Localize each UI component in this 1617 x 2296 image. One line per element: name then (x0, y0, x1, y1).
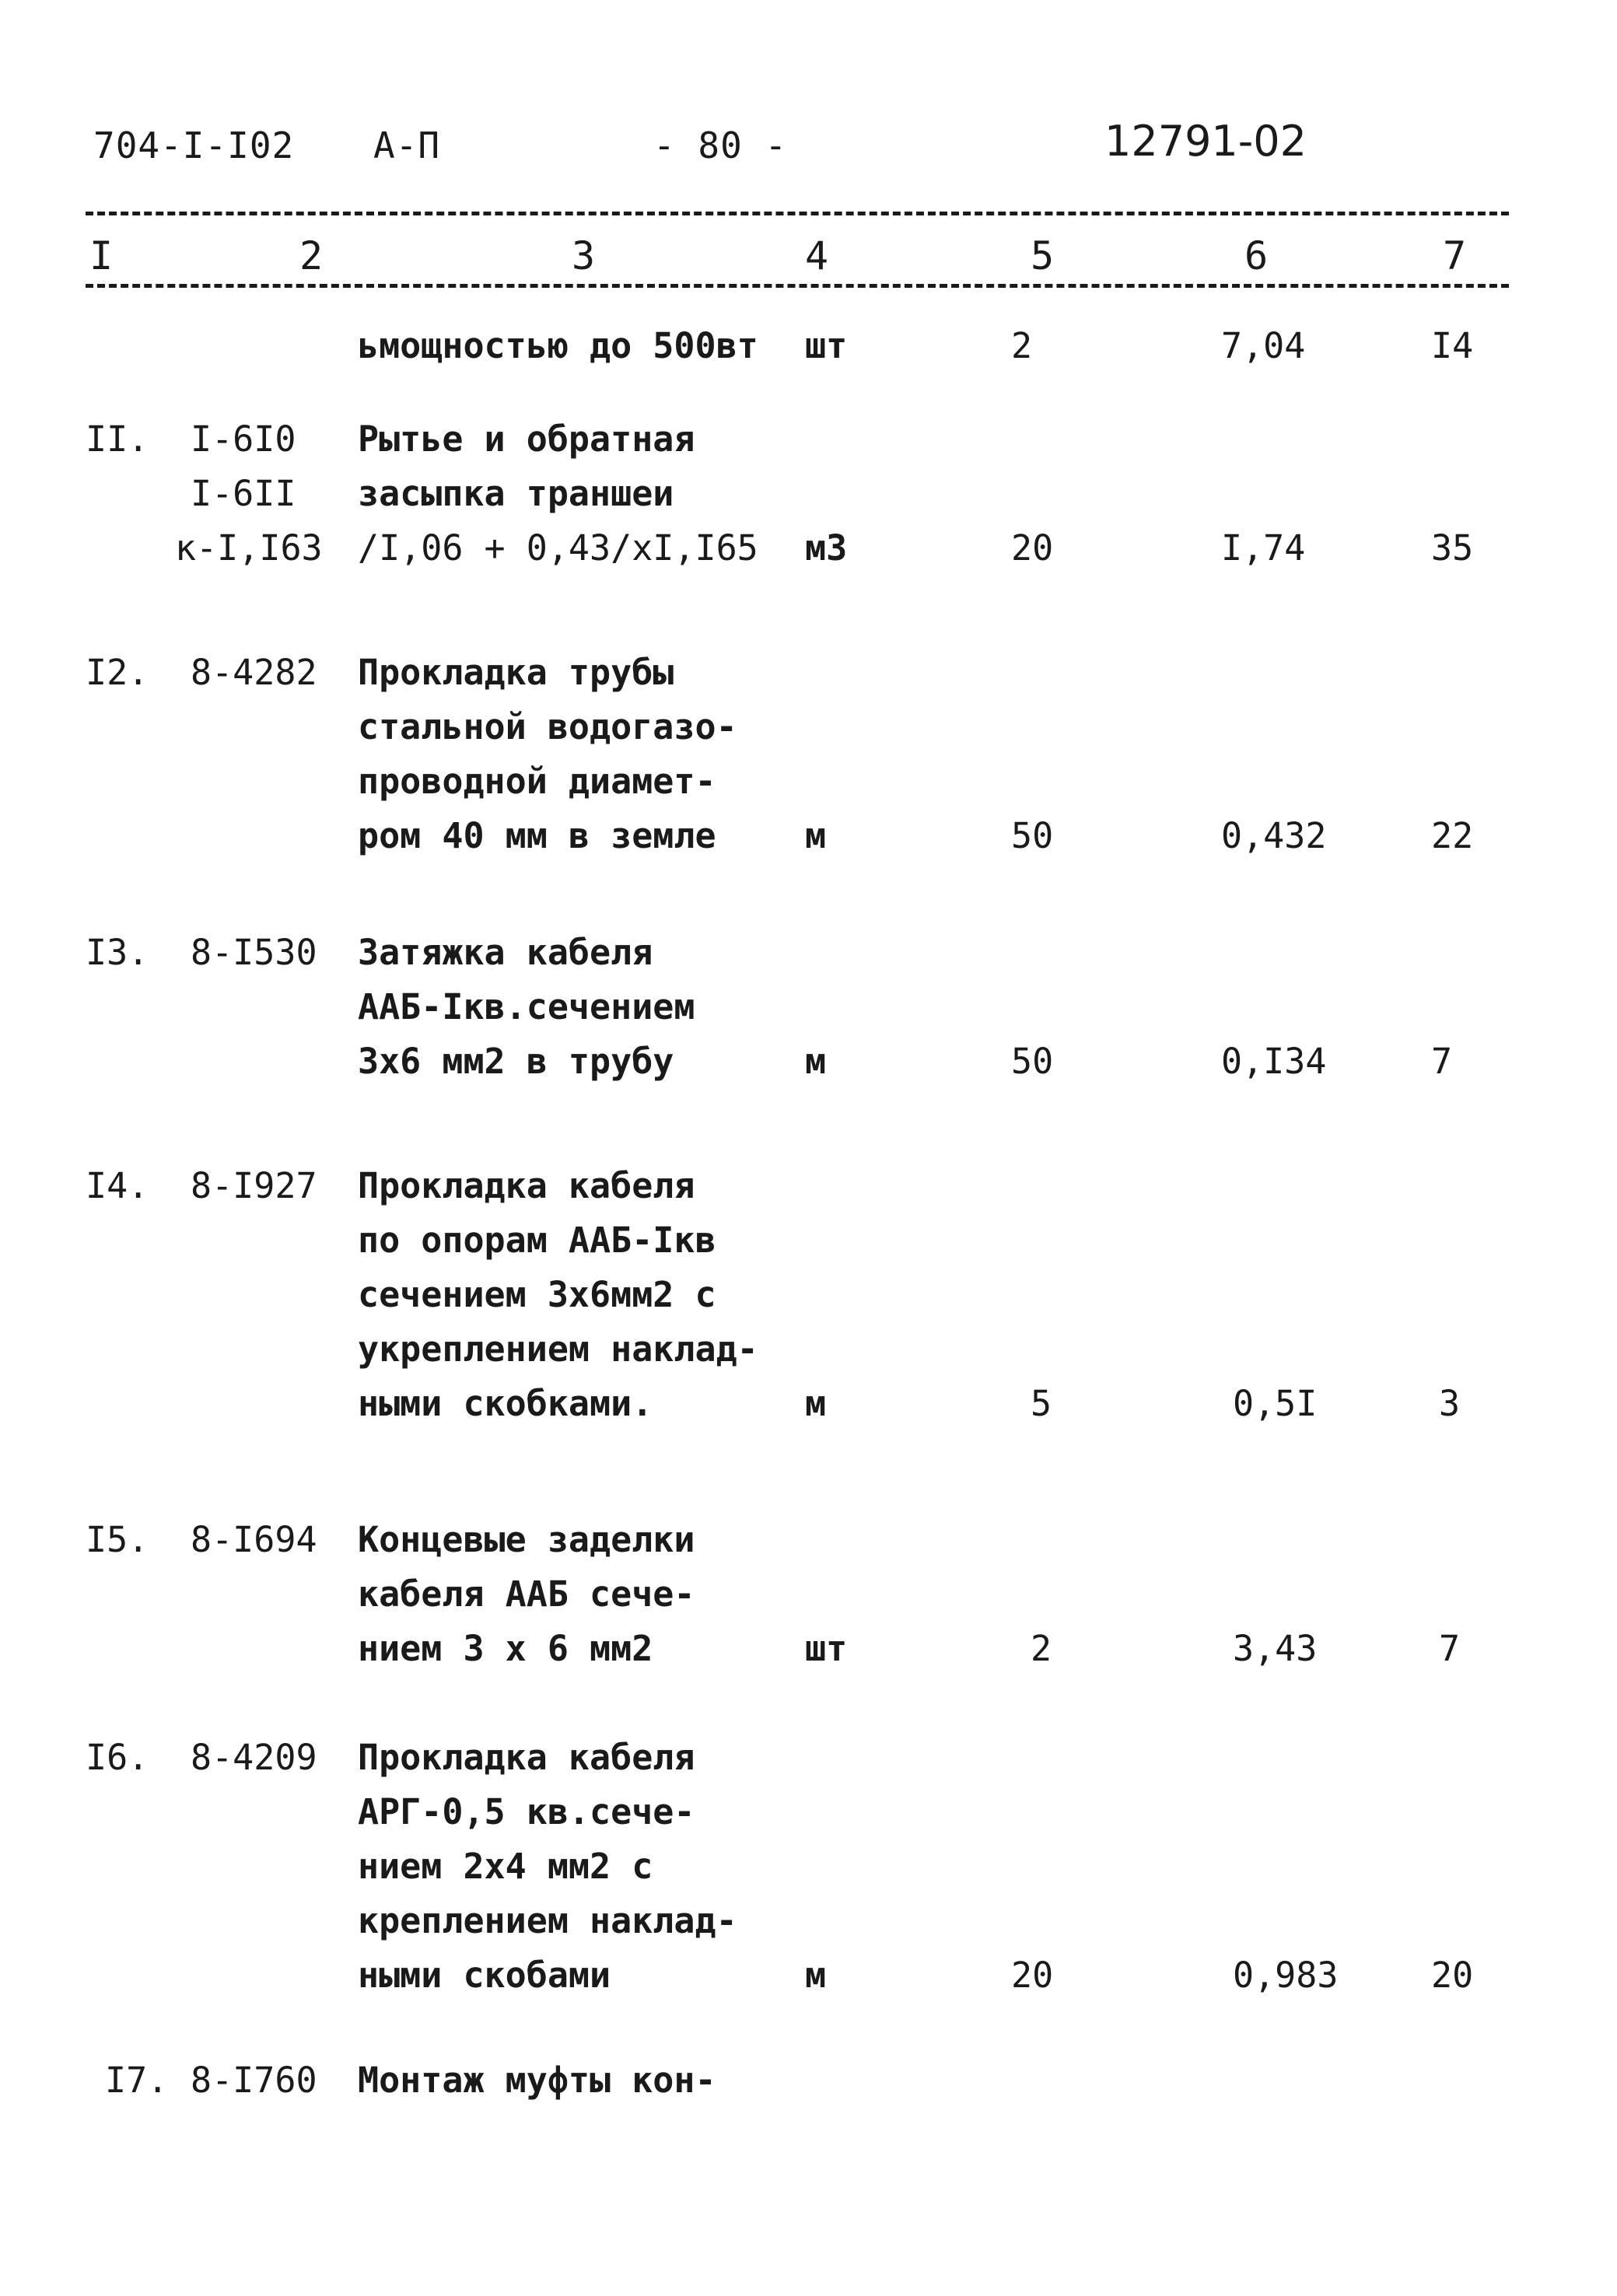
header-divider-top (86, 212, 1509, 215)
row-total: 7 (1439, 1628, 1461, 1669)
row-price: I,74 (1221, 527, 1306, 569)
column-number: 6 (1244, 233, 1269, 278)
row-total: I4 (1431, 325, 1474, 366)
column-number: 3 (572, 233, 596, 278)
row-description: АРГ-0,5 кв.сече- (358, 1791, 695, 1832)
row-description: нием 3 х 6 мм2 (358, 1628, 653, 1669)
row-description: 3х6 мм2 в трубу (358, 1041, 674, 1082)
row-unit: м (805, 1955, 827, 1996)
row-description: укреплением наклад- (358, 1328, 758, 1370)
row-description: ными скобками. (358, 1383, 653, 1424)
row-price: 0,432 (1221, 815, 1327, 856)
row-price: 3,43 (1233, 1628, 1318, 1669)
row-description: креплением наклад- (358, 1900, 737, 1941)
row-description: Прокладка трубы (358, 652, 674, 693)
row-price: 7,04 (1221, 325, 1306, 366)
row-description: стальной водогазо- (358, 706, 737, 747)
row-number: I6. (86, 1737, 149, 1778)
row-price: 0,983 (1233, 1955, 1339, 1996)
row-description: Рытье и обратная (358, 418, 695, 460)
row-code: I-6II (191, 473, 296, 514)
row-code: I-6I0 (191, 418, 296, 460)
row-code: 8-I927 (191, 1165, 317, 1206)
column-number: 7 (1443, 233, 1467, 278)
row-description: Прокладка кабеля (358, 1737, 695, 1778)
row-unit: м (805, 1041, 827, 1082)
column-number: 4 (805, 233, 829, 278)
row-code: 8-I760 (191, 2060, 317, 2101)
column-number: I (89, 233, 114, 278)
row-description: Концевые заделки (358, 1519, 695, 1560)
document-code: 704-I-I02 (93, 124, 295, 166)
row-code: 8-I530 (191, 932, 317, 973)
row-unit: м (805, 1383, 827, 1424)
row-unit: м (805, 815, 827, 856)
header-divider-bottom (86, 284, 1509, 288)
row-price: 0,5I (1233, 1383, 1318, 1424)
handwritten-number: 12791-02 (1104, 117, 1307, 166)
row-description: нием 2х4 мм2 с (358, 1846, 653, 1887)
row-description: кабеля ААБ сече- (358, 1573, 695, 1615)
row-quantity: 20 (1011, 527, 1054, 569)
row-description: Прокладка кабеля (358, 1165, 695, 1206)
row-number: I7. (105, 2060, 169, 2101)
row-unit: шт (805, 325, 848, 366)
row-code: к-I,I63 (175, 527, 323, 569)
row-code: 8-4282 (191, 652, 317, 693)
row-description: Затяжка кабеля (358, 932, 653, 973)
row-price: 0,I34 (1221, 1041, 1327, 1082)
row-total: 22 (1431, 815, 1474, 856)
row-total: 35 (1431, 527, 1474, 569)
column-number: 5 (1031, 233, 1055, 278)
row-total: 3 (1439, 1383, 1461, 1424)
row-number: I2. (86, 652, 149, 693)
row-code: 8-I694 (191, 1519, 317, 1560)
row-description: ААБ-Iкв.сечением (358, 986, 695, 1027)
sheet-label: А-П (373, 124, 441, 166)
row-quantity: 20 (1011, 1955, 1054, 1996)
row-code: 8-4209 (191, 1737, 317, 1778)
row-description: сечением 3х6мм2 с (358, 1274, 716, 1315)
row-description: ными скобами (358, 1955, 611, 1996)
row-quantity: 50 (1011, 1041, 1054, 1082)
row-description: проводной диамет- (358, 761, 716, 802)
row-quantity: 50 (1011, 815, 1054, 856)
row-description: Монтаж муфты кон- (358, 2060, 716, 2101)
row-description: ьмощностью до 500вт (358, 325, 758, 366)
row-total: 20 (1431, 1955, 1474, 1996)
row-description: засыпка траншеи (358, 473, 674, 514)
row-description: /I,06 + 0,43/хI,I65 (358, 527, 758, 569)
row-number: I3. (86, 932, 149, 973)
row-unit: шт (805, 1628, 848, 1669)
row-number: I5. (86, 1519, 149, 1560)
row-number: I4. (86, 1165, 149, 1206)
row-number: II. (86, 418, 149, 460)
row-description: ром 40 мм в земле (358, 815, 716, 856)
row-quantity: 2 (1011, 325, 1033, 366)
row-unit: м3 (805, 527, 848, 569)
row-description: по опорам ААБ-Iкв (358, 1220, 716, 1261)
row-total: 7 (1431, 1041, 1453, 1082)
row-quantity: 2 (1031, 1628, 1052, 1669)
row-quantity: 5 (1031, 1383, 1052, 1424)
column-number: 2 (299, 233, 324, 278)
page-number: - 80 - (653, 124, 788, 166)
